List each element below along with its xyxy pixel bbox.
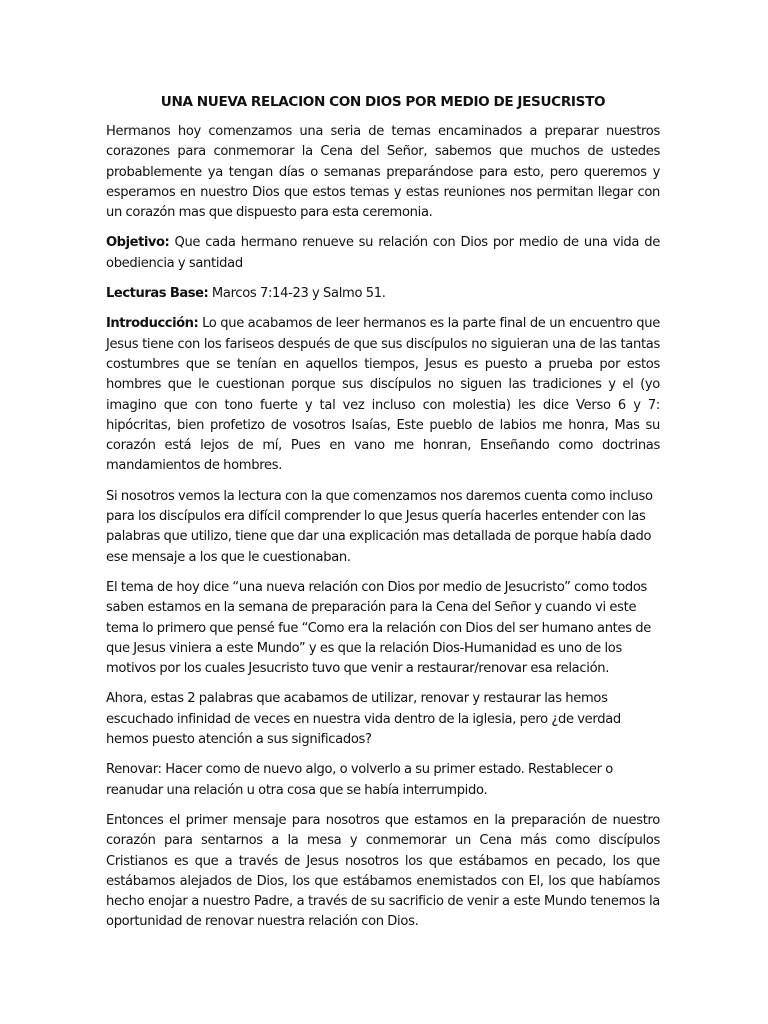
objetivo-label: Objetivo:: [106, 235, 170, 251]
objetivo-paragraph: [106, 233, 660, 274]
introduccion-label: Introducción:: [106, 316, 199, 332]
lecturas-paragraph: [106, 284, 660, 304]
lectura-paragraph: Si nosotros vemos la lectura con la que comenzamos nos daremos cuenta como incluso para los discípulos era difícil comprender lo que Jesus quería hacerles entender con las palabras que utilizo, tiene que dar una explicación mas detallada de porque había dado ese mensaje a los que le cuestionaban.: [106, 488, 653, 565]
renovar-text: Hacer como de nuevo algo, o volverlo a su primer estado. Restablecer o reanudar una relación u otra cosa que se había interrumpido.: [106, 762, 613, 798]
lecturas-label: Lecturas Base:: [106, 286, 209, 302]
tema-paragraph: El tema de hoy dice “una nueva relación con Dios por medio de Jesucristo” como todos saben estamos en la semana de preparación para la Cena del Señor y cuando vi este tema lo primero que pensé fue “Como era la relación con Dios del ser humano antes de que Jesus viniera a este Mundo” y es que la relación Dios-Humanidad es uno de los motivos por los cuales Jesucristo tuvo que venir a restaurar/renovar esa relación.: [106, 579, 651, 677]
renovar-label: Renovar:: [106, 762, 162, 778]
intro-paragraph: Hermanos hoy comenzamos una seria de temas encaminados a preparar nuestros corazones para conmemorar la Cena del Señor, sabemos que muchos de ustedes probablemente ya tengan días o semanas preparándose para esto, pero queremos y esperamos en nuestro Dios que estos temas y estas reuniones nos permitan llegar con un corazón mas que dispuesto para esta ceremonia.: [106, 124, 660, 221]
ahora-paragraph: Ahora, estas 2 palabras que acabamos de utilizar, renovar y restaurar las hemos escuchado infinidad de veces en nuestra vida dentro de la iglesia, pero ¿de verdad hemos puesto atención a sus significados?: [106, 691, 621, 748]
introduccion-text: Lo que acabamos de leer hermanos es la parte final de un encuentro que Jesus tiene con los fariseos después de que sus discípulos no siguieran una de las tantas costumbres que se tenían en aquellos tiempos, Jesus es puesto a prueba por estos hombres que le cuestionan porque sus discípulos no siguen las tradiciones y el (yo imagino que con tono fuerte y tal vez incluso con molestia) les dice Verso 6 y 7: hipócritas, bien profetizo de vosotros Isaías, Este pueblo de labios me honra, Mas su corazón está lejos de mí, Pues en vano me honran, Enseñando como doctrinas mandamientos de hombres.: [106, 316, 660, 474]
entonces-paragraph: Entonces el primer mensaje para nosotros que estamos en la preparación de nuestro corazón para sentarnos a la mesa y conmemorar un Cena más como discípulos Cristianos es que a través de Jesus nosotros los que estábamos en pecado, los que estábamos alejados de Dios, los que estábamos enemistados con El, los que habíamos hecho enojar a nuestro Padre, a través de su sacrificio de venir a este Mundo tenemos la oportunidad de renovar nuestra relación con Dios.: [106, 812, 660, 930]
document-title: UNA NUEVA RELACION CON DIOS POR MEDIO DE JESUCRISTO: [160, 94, 606, 110]
document-page: [106, 92, 660, 943]
introduccion-paragraph: [106, 314, 660, 476]
lecturas-text: Marcos 7:14-23 y Salmo 51.: [208, 286, 386, 302]
renovar-paragraph: [106, 760, 660, 801]
objetivo-text: Que cada hermano renueve su relación con Dios por medio de una vida de obediencia y santidad: [106, 235, 660, 271]
